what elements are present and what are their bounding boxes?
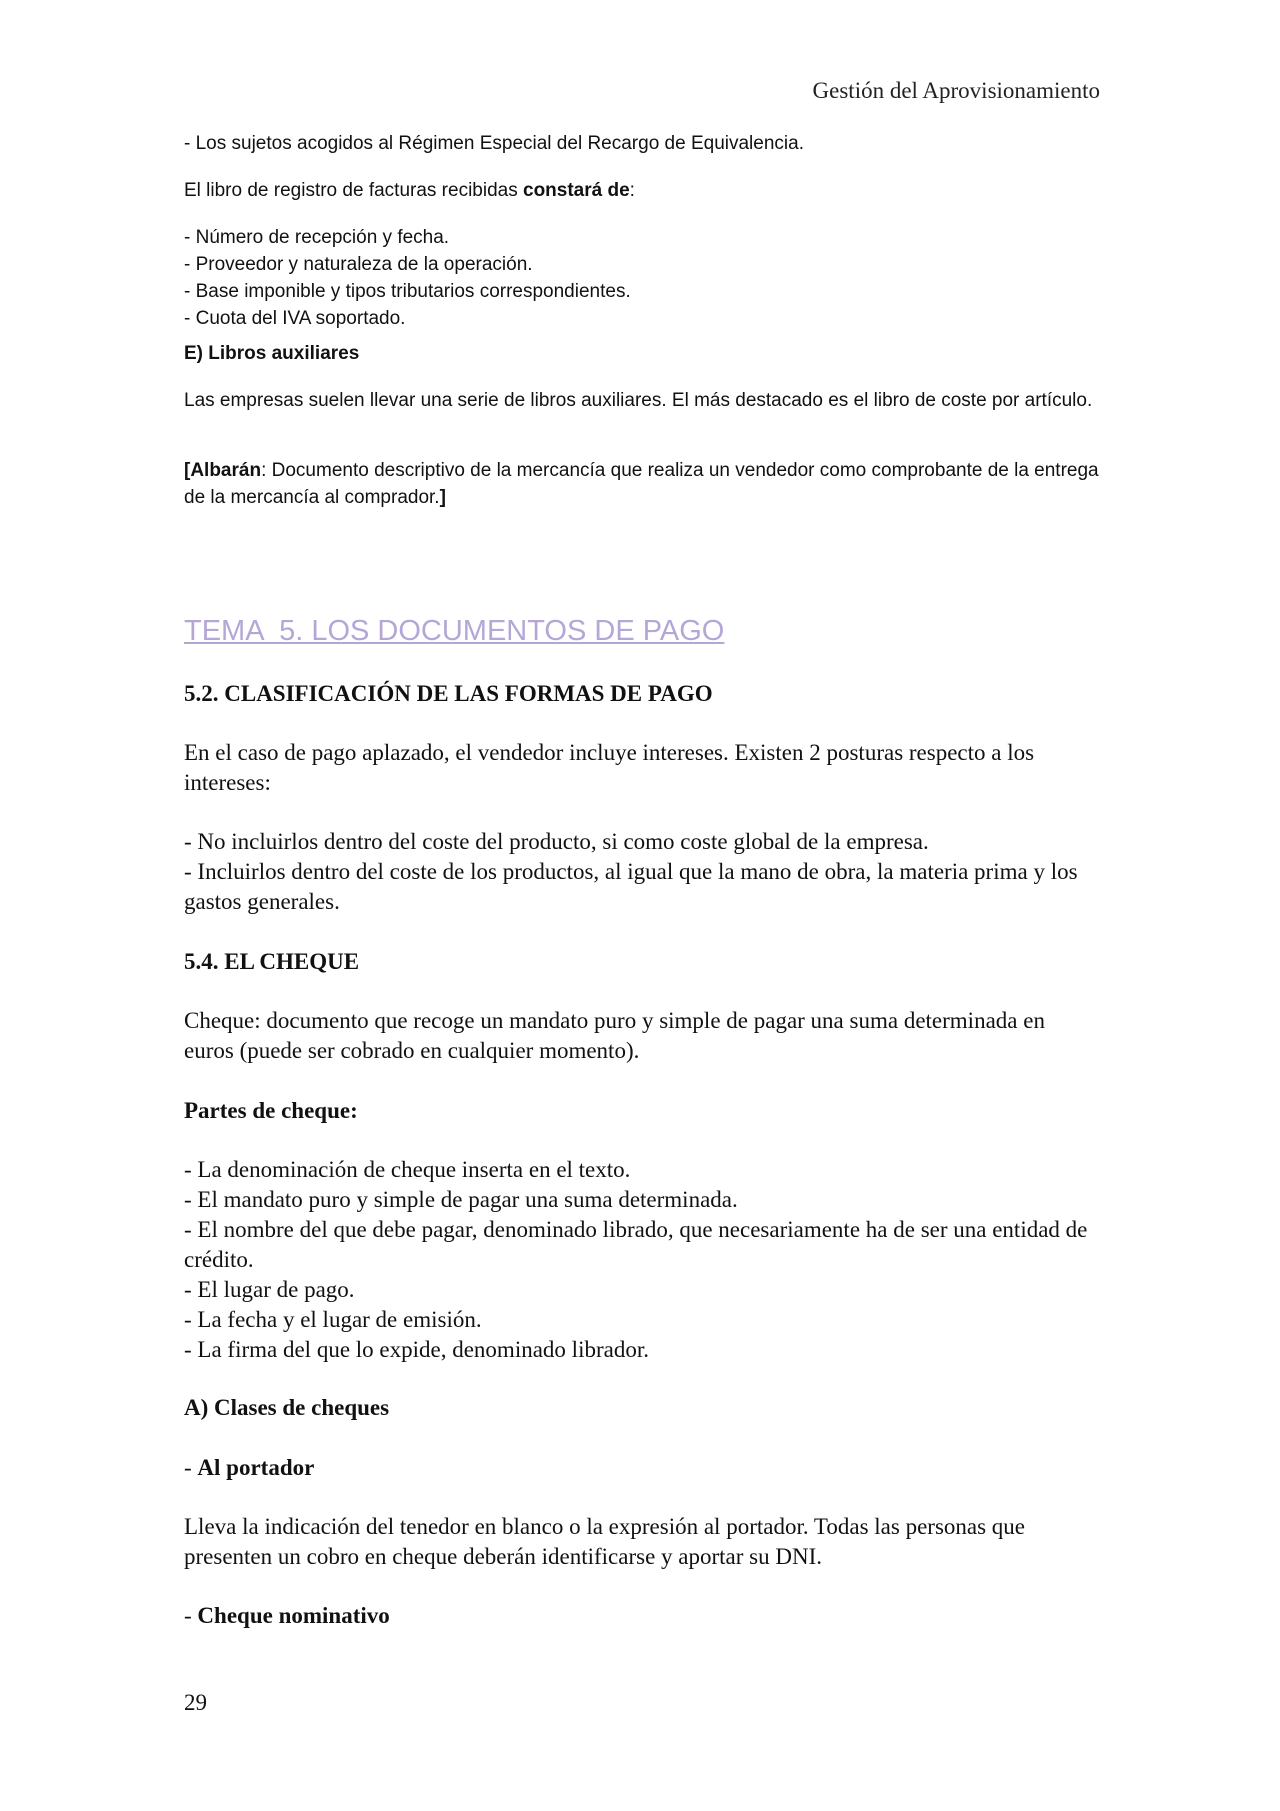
list-item: - Número de recepción y fecha.	[184, 227, 450, 248]
clases-heading: A) Clases de cheques	[184, 1395, 390, 1420]
intro-line: - Los sujetos acogidos al Régimen Especial del Recargo de Equivalencia.	[184, 133, 804, 154]
list-item: - El lugar de pago.	[184, 1277, 355, 1302]
registro-suffix: :	[629, 180, 635, 201]
partes-heading: Partes de cheque:	[184, 1098, 358, 1123]
list-item: - El nombre del que debe pagar, denominado librado, que necesariamente ha de ser una entidad de crédito.	[184, 1217, 1088, 1272]
portador-text: Lleva la indicación del tenedor en blanco o la expresión al portador. Todas las personas que presenten un cobro en cheque deberán identificarse y aportar su DNI.	[184, 1514, 1026, 1569]
page-number: 29	[184, 1690, 207, 1715]
albaran-note	[184, 457, 1100, 511]
section-5-2-text: En el caso de pago aplazado, el vendedor incluye intereses. Existen 2 posturas respecto a los intereses:	[184, 740, 1035, 795]
section-5-4-heading: 5.4. EL CHEQUE	[184, 949, 360, 974]
postures-list	[184, 827, 1100, 917]
section-5-2-heading: 5.2. CLASIFICACIÓN DE LAS FORMAS DE PAGO	[184, 681, 713, 706]
albaran-term: Albarán	[190, 460, 262, 481]
list-item: - Base imponible y tipos tributarios correspondientes.	[184, 281, 631, 302]
partes-list	[184, 1155, 1100, 1365]
nominativo-dash: -	[184, 1603, 198, 1628]
list-item: - El mandato puro y simple de pagar una suma determinada.	[184, 1187, 738, 1212]
note-open: [	[184, 460, 191, 481]
document-page	[184, 0, 1100, 1811]
list-item: - Incluirlos dentro del coste de los productos, al igual que la mano de obra, la materia prima y los gastos generales.	[184, 859, 1078, 914]
registro-list	[184, 224, 1100, 332]
nominativo-heading	[184, 1601, 1100, 1631]
list-item: - Cuota del IVA soportado.	[184, 308, 406, 329]
list-item: - La denominación de cheque inserta en el texto.	[184, 1157, 631, 1182]
list-item: - La fecha y el lugar de emisión.	[184, 1307, 482, 1332]
section-e-heading: E) Libros auxiliares	[184, 343, 360, 364]
portador-title: Al portador	[197, 1455, 315, 1480]
albaran-definition: : Documento descriptivo de la mercancía que realiza un vendedor como comprobante de la entrega de la mercancía al comprador.	[184, 460, 1099, 508]
nominativo-title: Cheque nominativo	[197, 1603, 390, 1628]
registro-intro	[184, 177, 1100, 204]
tema-title: TEMA 5. LOS DOCUMENTOS DE PAGO	[184, 615, 725, 647]
registro-bold: constará de	[523, 180, 630, 201]
note-close: ]	[439, 487, 446, 508]
list-item: - La firma del que lo expide, denominado librador.	[184, 1337, 649, 1362]
portador-heading	[184, 1453, 1100, 1483]
section-e-text: Las empresas suelen llevar una serie de libros auxiliares. El más destacado es el libro de coste por artículo.	[184, 390, 1093, 411]
registro-prefix: El libro de registro de facturas recibidas	[184, 180, 523, 201]
list-item: - Proveedor y naturaleza de la operación.	[184, 254, 533, 275]
running-header: Gestión del Aprovisionamiento	[812, 78, 1100, 103]
portador-dash: -	[184, 1455, 198, 1480]
list-item: - No incluirlos dentro del coste del producto, si como coste global de la empresa.	[184, 829, 929, 854]
cheque-definition: Cheque: documento que recoge un mandato puro y simple de pagar una suma determinada en euros (puede ser cobrado en cualquier momento).	[184, 1008, 1045, 1063]
